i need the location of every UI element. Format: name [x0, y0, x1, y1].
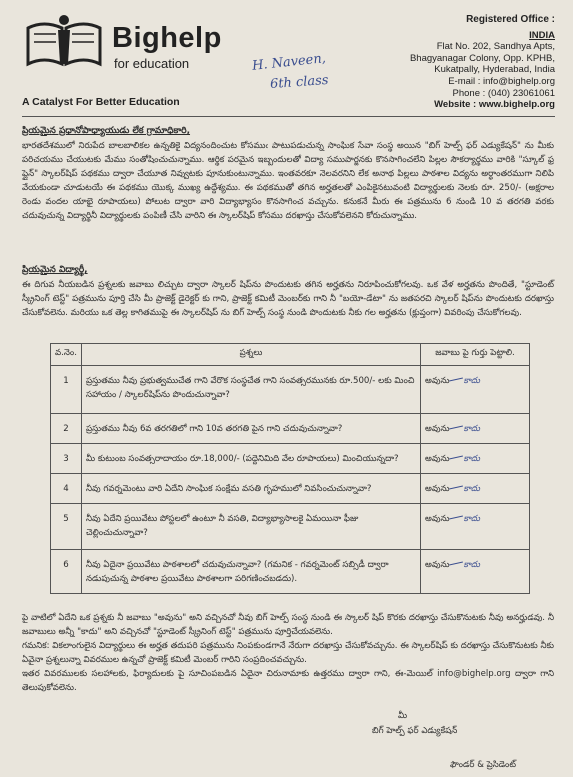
handwritten-name: H. Naveen,	[251, 51, 327, 74]
answer-cell	[421, 444, 530, 474]
answer-yes[interactable]: అవును	[425, 514, 450, 524]
office-address-line: Flat No. 202, Sandhya Apts,	[436, 41, 555, 53]
intro-paragraph: భారతదేశములో నిరుపేద బాలబాలికల ఉన్నతికై విద్యనందించుట కోసముఁ పాటుపడుచున్న సాంఘిక సేవా సంస్థ అయిన "బిగ్ హెల్ప్ ఫర్ ఎడ్యుకేషన్" ను మీకు పరిచయము చేయుటకు మేము సంతోషించుచున్నాము. ఆర్థిక పరమైన ఇబ్బందులతో విద్యా సముపార్జనకు కొనసాగించలేని పిల్లల సౌకర్యార్థము వారికి "స్కూల్ ఫ్ర ప్లైన్" స్కాలర్‌షిప్ పథకము ద్వారా చేయూత నివ్వుటకు పూనుకుంటున్నాము. ఇంతవరకూ నెలవరనిని లేక అనాథ పిల్లలు పాఠశాల విద్యను అర్ధాంతరముగా నిలిపి వేయకుండా చూడుటయే ఈ పథకము యొక్క ముఖ్య ఉద్దేశ్యము. ఈ పథకముతో తగిన అర్హతలతో ఎంపికైనటువంటి విద్యార్థులకు నెలకు రూ. 250/- (అక్షరాల రెండు వందల యాభై రూపాయలు) పోలుట ద్వారా వారి విద్యాభ్యాసం కొనసాగించ వచ్చును. కనుకనే మీరు ఈ పత్రమును 6 నుండి 10 వ తరగతి వరకు చదువుచున్న విద్యార్థినీ విద్యార్థులకు పంపిణీ చేసి వారిని ఈ స్కాలర్‌షిప్ కోసము దరఖాస్తు చేసుకోవలెనని కోరుచున్నాము.	[22, 141, 554, 221]
office-phone: Phone : (040) 23061061	[452, 87, 555, 99]
office-email: E-mail : info@bighelp.org	[448, 75, 555, 87]
office-address-line: Kukatpally, Hyderabad, India	[434, 64, 555, 76]
note-paragraph: గమనిక: వికలాంగులైన విద్యార్థులు ఈ అర్హత తదుపరి పత్రమును నింపకుండగానే నేరుగా దరఖాస్తు చేసుకోవచ్చును. ఈ స్కాలర్‌షిప్ కు దరఖాస్తు చేసుకొనుటకు నీకు ఏవైనా ప్రశ్నలున్నా వివరముల ఉన్నచో ప్రాజెక్ట్ కమిటీ మెంబర్ గారిని సంప్రదించవచ్చును.	[22, 641, 554, 665]
answer-cell	[421, 474, 530, 504]
signatory-designation: ఫౌండర్ & ప్రెసిడెంట్	[450, 760, 516, 770]
answer-cell	[421, 504, 530, 550]
table-row	[51, 550, 530, 594]
answer-yes[interactable]: అవును	[425, 424, 450, 434]
row-question: ప్రస్తుతము నీవు ప్రభుత్వముచేత గాని వేరొక సంస్థచేత గాని సంవత్సరమునకు రూ.500/- లకు మించి సహాయం / స్కాలర్‌షిప్‌ను పొందుచున్నావా?	[82, 366, 421, 414]
registered-office-block	[315, 14, 555, 111]
signatory-organization: బిగ్ హెల్ప్ ఫర్ ఎడ్యుకేషన్	[372, 726, 458, 736]
office-address-line: Bhagyanagar Colony, Opp. KPHB,	[409, 52, 555, 64]
answer-yes[interactable]: అవును	[425, 484, 450, 494]
answer-yes[interactable]: అవును	[425, 560, 450, 570]
answer-yes[interactable]: అవును	[425, 454, 450, 464]
answer-cell	[421, 366, 530, 414]
header-serial: వ.నెం.	[51, 344, 82, 366]
row-question: మీ కుటుంబ సంవత్సరాదాయం రూ.18,000/- (పద్దెనిమిది వేల రూపాయలు) మించియున్నదా?	[82, 444, 421, 474]
answer-cell	[421, 414, 530, 444]
greeting-student: ప్రియమైన విద్యార్థీ,	[22, 265, 88, 275]
header-questions: ప్రశ్నలు	[82, 344, 421, 366]
office-heading: Registered Office :	[466, 14, 555, 25]
answer-no[interactable]: కాదు	[463, 484, 480, 494]
table-row	[51, 504, 530, 550]
table-row	[51, 366, 530, 414]
answer-no[interactable]: కాదు	[463, 514, 480, 524]
greeting-headmaster: ప్రియమైన ప్రధానోపాధ్యాయుడు లేక గ్రామాధికారి,	[22, 126, 191, 136]
row-number: 6	[51, 550, 82, 594]
answer-no[interactable]: కాదు	[463, 454, 480, 464]
answer-no[interactable]: కాదు	[463, 424, 480, 434]
tagline: A Catalyst For Better Education	[22, 96, 180, 108]
result-paragraph: పై వాటిలో ఏదేని ఒక ప్రశ్నకు నీ జవాబు "అవును" అని వచ్చినచో నీవు బిగ్ హెల్ప్ సంస్థ నుండి ఈ స్కాలర్ షిప్ కొరకు దరఖాస్తు చేసుకొనుటకు నీవు అనర్హుడవు. నీ జవాబులు అన్నీ "కాదు" అని వచ్చినచో "స్టూడెంట్ స్క్రీనింగ్ టెస్ట్" పత్రమును పూర్తిచేయవలెను.	[22, 613, 554, 637]
table-header-row	[51, 344, 530, 366]
handwritten-class: 6th class	[269, 72, 329, 93]
row-question: నీవు ఏదైనా ప్రయివేటు పాఠశాలలో చదువుచున్నావా? (గమనిక - గవర్నమెంట్ సబ్సిడీ ద్వారా నడుపుచున్న పాఠశాల ప్రయివేటు పాఠశాలగా పరిగణించబడదు).	[82, 550, 421, 594]
answer-no[interactable]: కాదు	[463, 560, 480, 570]
row-question: నీవు ఏదేని ప్రయివేటు పోస్టలలో ఉంటూ నీ వసతి, విద్యాభ్యాసాలకై ఏమయినా ఫీజు చెల్లించుచున్నావా?	[82, 504, 421, 550]
bighelp-logo-icon	[24, 12, 104, 72]
row-number: 3	[51, 444, 82, 474]
office-country: INDIA	[529, 29, 555, 41]
row-number: 2	[51, 414, 82, 444]
table-row	[51, 474, 530, 504]
answer-no[interactable]: కాదు	[463, 376, 480, 386]
answer-yes[interactable]: అవును	[425, 376, 450, 386]
answer-cell	[421, 550, 530, 594]
brand-subtitle: for education	[114, 56, 190, 71]
sign-off: మీ	[398, 711, 408, 721]
table-row	[51, 414, 530, 444]
eligibility-table	[50, 343, 530, 594]
header-answer: జవాబు పై గుర్తు పెట్టాలి.	[421, 344, 530, 366]
brand-name: Bighelp	[112, 22, 222, 54]
contact-paragraph: ఇతర వివరములకు సలహాలకు, ఫిర్యాదులకు పై సూచింపబడిన ఏదైనా చిరునామాకు ఉత్తరము ద్వారా గాని, ఈ-మెయిల్ info@bighelp.org ద్వారా గాని తెలుపుకోవలెను.	[22, 669, 554, 693]
row-question: నీవు గవర్నమెంటు వారి ఏదేని సాంఘిక సంక్షేమ వసతి గృహములో నివసించుచున్నావా?	[82, 474, 421, 504]
instructions-paragraph: ఈ దిగువ నీయబడిన ప్రశ్నలకు జవాబు లిచ్చుట ద్వారా స్కాలర్ షిప్‌ను పొందుటకు తగిన అర్హతను నిరూపించుకోగలవు. ఒక వేళ అర్హతను పొందితే, "స్టూడెంట్ స్క్రీనింగ్ టెస్ట్" పత్రమును పూర్తి చేసి మీ ప్రాజెక్ట్ డైరెక్టర్ కు గాని, ప్రాజెక్ట్ కమిటీ మెంబర్‌కు గాని నీ "బయో-డేటా" ను జతపరచి స్కాలర్ షిప్‌ను పొందుటకు దరఖాస్తు చేసుకోవలెను. మరియు ఒక తెల్ల కాగితముపై ఈ స్కాలర్‌షిప్ ను బిగ్ హెల్ప్ సంస్థ నుండి పొందుటకు నీకు గల అర్హతను (క్లుప్తంగా) వివరింపు చేసుకోగలవు.	[22, 280, 554, 318]
row-question: ప్రస్తుతము నీవు 6వ తరగతిలో గాని 10వ తరగతి పైన గాని చదువుచున్నావా?	[82, 414, 421, 444]
office-website: Website : www.bighelp.org	[434, 99, 555, 111]
row-number: 5	[51, 504, 82, 550]
header-divider	[22, 116, 555, 117]
table-row	[51, 444, 530, 474]
row-number: 1	[51, 366, 82, 414]
row-number: 4	[51, 474, 82, 504]
